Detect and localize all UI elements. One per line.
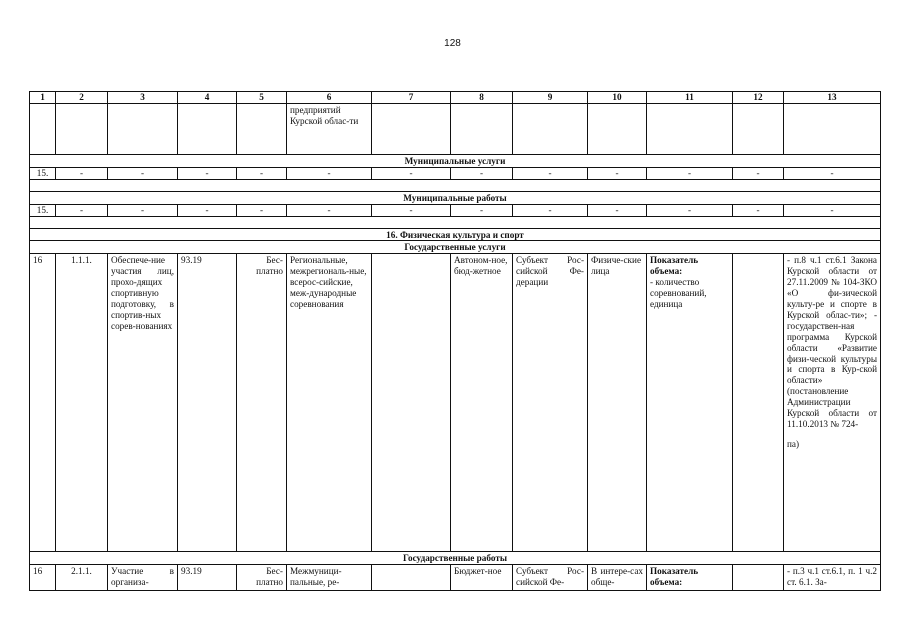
continuation-row	[30, 103, 881, 154]
table-cell: Субъект Рос-сийской Фе-	[513, 565, 588, 591]
indicator-title: Показатель объема:	[647, 565, 733, 591]
table-cell: Физиче-ские лица	[588, 254, 647, 552]
table-cell: В интере-сах обще-	[588, 565, 647, 591]
table-cell	[647, 254, 733, 552]
column-header: 2	[56, 92, 108, 104]
table-cell: Автоном-ное, бюд-жетное	[451, 254, 513, 552]
table-cell: Бес-платно	[237, 254, 287, 552]
section-heading: 16. Физическая культура и спорт	[30, 228, 881, 241]
table-cell	[372, 254, 451, 552]
column-header: 11	[647, 92, 733, 104]
table-cell: 16	[30, 565, 56, 591]
section-heading: Муниципальные работы	[30, 191, 881, 204]
registry-table	[29, 91, 881, 591]
column-header: 8	[451, 92, 513, 104]
page-number: 128	[444, 38, 461, 49]
table-row	[30, 254, 881, 552]
section-heading: Муниципальные услуги	[30, 154, 881, 167]
table-cell: 16	[30, 254, 56, 552]
column-header: 6	[287, 92, 372, 104]
column-header: 4	[178, 92, 237, 104]
section-heading: Государственные работы	[30, 552, 881, 565]
column-header: 1	[30, 92, 56, 104]
table-cell: предприятий Курской облас-ти	[287, 103, 372, 154]
table-cell: 93.19	[178, 565, 237, 591]
table-cell	[784, 254, 881, 552]
section-heading: Государственные услуги	[30, 241, 881, 254]
table-cell	[733, 254, 784, 552]
table-cell: Межмуници-пальные, ре-	[287, 565, 372, 591]
column-header: 10	[588, 92, 647, 104]
table-cell: Участие в организа-	[108, 565, 178, 591]
table-cell: Бюджет-ное	[451, 565, 513, 591]
table-cell	[372, 565, 451, 591]
table-cell: Региональные, межрегиональ-ные, всерос-сийские, меж-дународные соревнования	[287, 254, 372, 552]
column-header: 12	[733, 92, 784, 104]
table-row: 15. - - - - - - - - - - - -	[30, 204, 881, 216]
table-cell: 2.1.1.	[56, 565, 108, 591]
table-cell: Субъект Рос-сийской Фе-дерации	[513, 254, 588, 552]
table-cell: Бес-платно	[237, 565, 287, 591]
column-header: 5	[237, 92, 287, 104]
column-header: 7	[372, 92, 451, 104]
indicator-title: Показатель объема:	[650, 255, 699, 277]
legal-basis-text: - п.3 ч.1 ст.6.1, п. 1 ч.2 ст. 6.1. За-	[784, 565, 881, 591]
table-row: 15. - - - - - - - - - - - -	[30, 167, 881, 179]
column-header: 9	[513, 92, 588, 104]
column-header: 13	[784, 92, 881, 104]
table-row	[30, 565, 881, 591]
column-number-row	[30, 92, 881, 104]
indicator-text: - количество соревнований, единица	[650, 277, 707, 309]
table-cell: 93.19	[178, 254, 237, 552]
column-header: 3	[108, 92, 178, 104]
table-cell: Обеспече-ние участия лиц, прохо-дящих спортивную подготовку, в спортив-ных сорев-нованиях	[108, 254, 178, 552]
table-cell: 1.1.1.	[56, 254, 108, 552]
legal-basis-text: па)	[787, 438, 800, 449]
table-cell	[733, 565, 784, 591]
legal-basis-text: - п.8 ч.1 ст.6.1 Закона Курской области от 27.11.2009 № 104-ЗКО «О фи-зической культу-ре и спорте в Курской облас-ти»; - государствен-ная программа Курской области «Развитие физи-ческой культуры и спорта в Кур-ской области» (постановление Администрации Курской области от 11.10.2013 № 724-	[787, 255, 877, 429]
